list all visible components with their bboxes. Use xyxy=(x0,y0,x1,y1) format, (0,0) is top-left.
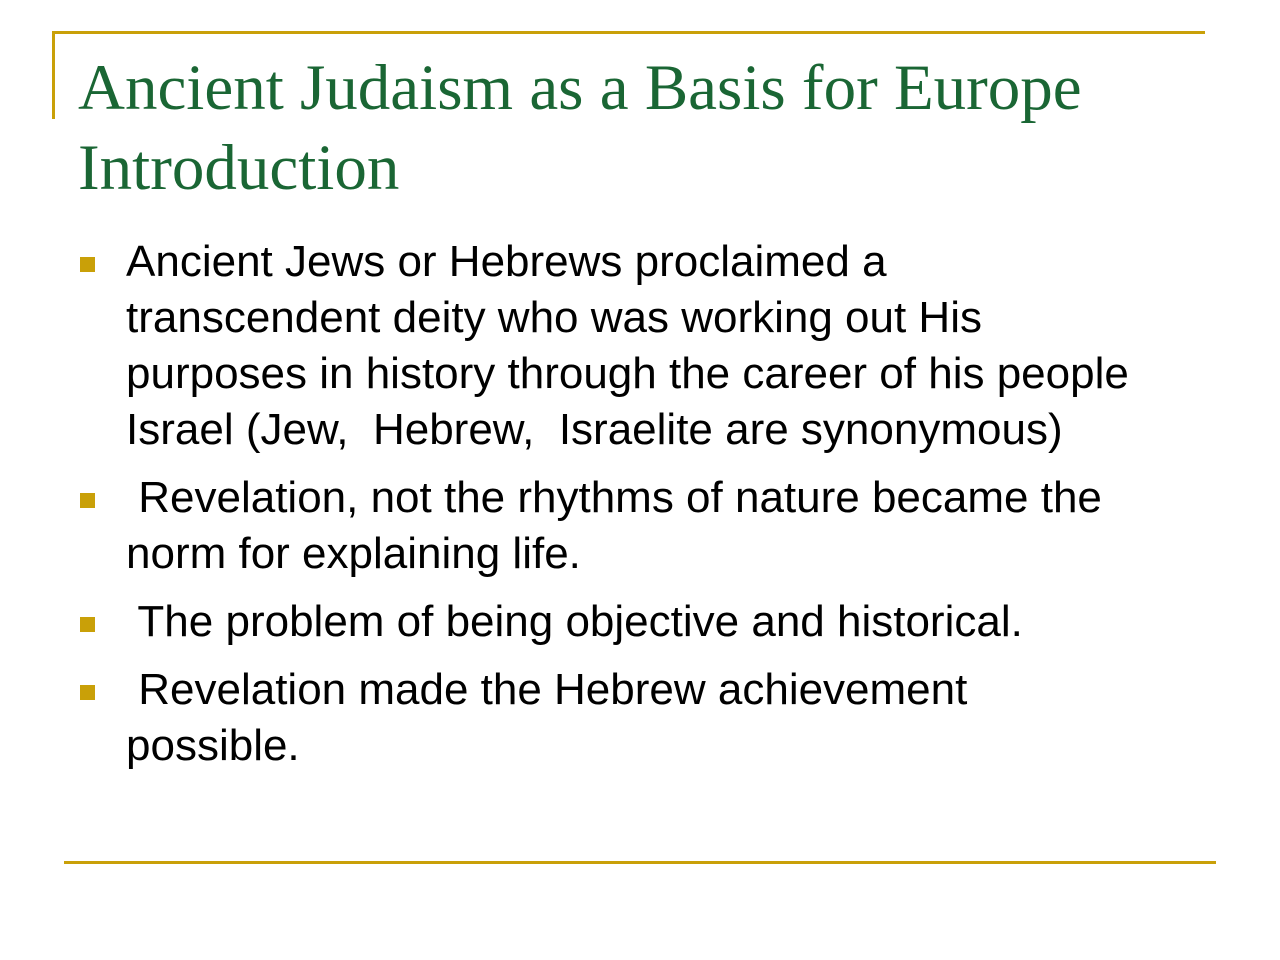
bullet-text-line: Revelation made the Hebrew achievement xyxy=(126,665,968,714)
square-bullet-icon xyxy=(80,257,95,272)
bullet-text-line: purposes in history through the career of his people xyxy=(126,349,1129,398)
bullet-item xyxy=(78,662,1258,774)
bullet-item xyxy=(78,470,1258,582)
bullet-list xyxy=(78,234,1258,786)
bullet-text-line: norm for explaining life. xyxy=(126,529,581,578)
left-rule xyxy=(52,31,55,119)
bullet-text-line: possible. xyxy=(126,721,300,770)
bullet-item xyxy=(78,234,1258,458)
bullet-text-line: Israel (Jew, Hebrew, Israelite are synonymous) xyxy=(126,405,1063,454)
slide-title xyxy=(78,48,1082,208)
square-bullet-icon xyxy=(80,617,95,632)
title-line: Introduction xyxy=(78,132,400,204)
bullet-text-line: The problem of being objective and historical. xyxy=(126,597,1023,646)
square-bullet-icon xyxy=(80,685,95,700)
bullet-text-line: Revelation, not the rhythms of nature became the xyxy=(126,473,1102,522)
bullet-text-line: transcendent deity who was working out His xyxy=(126,293,982,342)
square-bullet-icon xyxy=(80,493,95,508)
bullet-item xyxy=(78,594,1258,650)
bullet-text-line: Ancient Jews or Hebrews proclaimed a xyxy=(126,237,887,286)
top-rule xyxy=(52,31,1205,34)
title-line: Ancient Judaism as a Basis for Europe xyxy=(78,52,1082,124)
bottom-rule xyxy=(64,861,1216,864)
